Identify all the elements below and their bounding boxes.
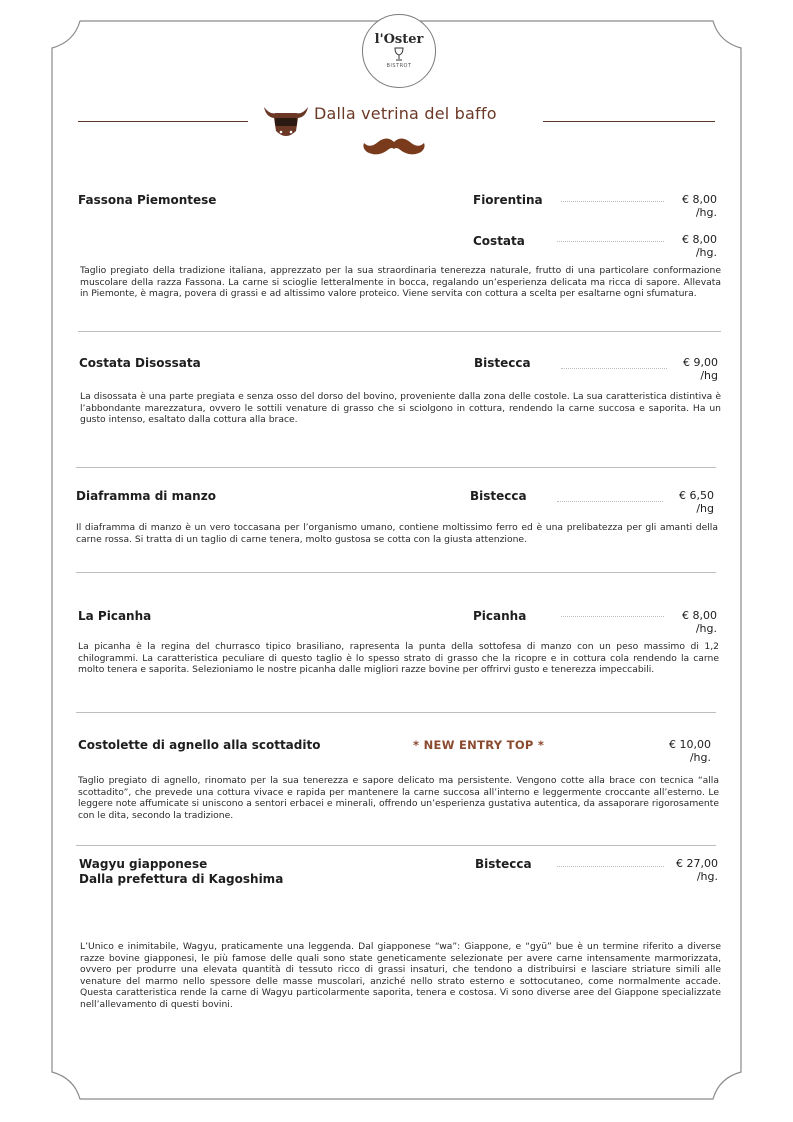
separator bbox=[76, 572, 716, 573]
price bbox=[636, 489, 714, 515]
price bbox=[640, 193, 717, 219]
cut-label: Fiorentina bbox=[473, 193, 543, 207]
price bbox=[640, 609, 717, 635]
cut-label: Bistecca bbox=[474, 356, 531, 370]
new-entry-badge: * NEW ENTRY TOP * bbox=[413, 738, 545, 752]
price-value: € 8,00 bbox=[682, 233, 717, 246]
logo-subtitle: BISTROT bbox=[386, 63, 412, 69]
item-description: Il diaframma di manzo è un vero toccasana per l’organismo umano, contiene moltissimo ferro ed è una prelibatezza per gli amanti della carne rossa. Si tratta di un taglio di carne tenera, molto gustosa se cotta con la giusta attenzione. bbox=[76, 522, 718, 545]
price-value: € 8,00 bbox=[682, 609, 717, 622]
price-unit: /hg bbox=[700, 369, 718, 382]
price-unit: /hg. bbox=[689, 751, 711, 764]
page-title: Dalla vetrina del baffo bbox=[314, 104, 497, 123]
price-unit: /hg. bbox=[695, 246, 717, 259]
cut-label: Costata bbox=[473, 234, 525, 248]
price-value: € 27,00 bbox=[676, 857, 718, 870]
price bbox=[630, 738, 711, 764]
price bbox=[638, 857, 718, 883]
separator bbox=[78, 331, 721, 332]
mustache-icon bbox=[361, 136, 427, 158]
separator bbox=[76, 467, 716, 468]
item-name: Costata Disossata bbox=[79, 356, 201, 370]
header-rule-right bbox=[543, 121, 715, 122]
item-name: Diaframma di manzo bbox=[76, 489, 216, 503]
price-value: € 10,00 bbox=[669, 738, 711, 751]
price-unit: /hg. bbox=[695, 622, 717, 635]
item-description: Taglio pregiato di agnello, rinomato per la sua tenerezza e sapore delicato ma persistente. Vengono cotte alla brace con tecnica “alla scottadito”, che prevede una cottura vivace e rapida per mantenere la carne succosa all’interno e leggermente croccante all’esterno. Le leggere note affumicate si uniscono a sentori erbacei e minerali, offrendo un’esperienza gustativa autentica, da assaporare rigorosamente con le dita, secondo la tradizione. bbox=[78, 775, 719, 821]
item-name: Costolette di agnello alla scottadito bbox=[78, 738, 321, 752]
price-unit: /hg. bbox=[695, 206, 717, 219]
bull-head-icon bbox=[262, 103, 310, 141]
wine-glass-icon bbox=[394, 47, 404, 61]
cut-label: Bistecca bbox=[475, 857, 532, 871]
item-name bbox=[79, 857, 283, 887]
logo-text: l'Oster bbox=[374, 32, 424, 47]
item-name: Fassona Piemontese bbox=[78, 193, 217, 207]
item-description: L’Unico e inimitabile, Wagyu, praticamente una leggenda. Dal giapponese “wa”: Giappone, e “gyū” bue è un termine riferito a diverse razze bovine giapponesi, le più famose delle quali sono state geneticamente selezionate per avere carne intensamente marmorizzata, ovvero per produrre una elevata quantità di tessuto ricco di grassi insaturi, che tendono a distribuirsi e lasciare striature simili alle venature del marmo nello spessore delle masse muscolari, anziché nello strato esterno e sottocutaneo, come normalmente accade. Questa caratteristica rende la carne di Wagyu particolarmente saporita, tenera e costosa. Vi sono diverse aree del Giappone specializzate nell’allevamento di questi bovini. bbox=[80, 941, 721, 1010]
price-unit: /hg bbox=[696, 502, 714, 515]
price bbox=[640, 356, 718, 382]
item-description: La disossata è una parte pregiata e senza osso del dorso del bovino, proveniente dalla zona delle costole. La sua caratteristica distintiva è l’abbondante marezzatura, ovvero le sottili venature di grasso che si sciolgono in cottura, rendendo la carne succosa e saporita. Ha un gusto intenso, esaltato dalla cottura alla brace. bbox=[80, 391, 721, 426]
restaurant-logo bbox=[362, 14, 436, 88]
item-name-line2: Dalla prefettura di Kagoshima bbox=[79, 872, 284, 886]
item-name: La Picanha bbox=[78, 609, 152, 623]
price-value: € 6,50 bbox=[679, 489, 714, 502]
price-value: € 8,00 bbox=[682, 193, 717, 206]
item-name-line1: Wagyu giapponese bbox=[79, 857, 208, 871]
separator bbox=[76, 712, 716, 713]
price bbox=[640, 233, 717, 259]
price-value: € 9,00 bbox=[683, 356, 718, 369]
separator bbox=[76, 845, 716, 846]
item-description: La picanha è la regina del churrasco tipico brasiliano, rapresenta la punta della sottofesa di manzo con un peso massimo di 1,2 chilogrammi. La caratteristica peculiare di questo taglio è lo spesso strato di grasso che la ricopre e in cottura cola rendendo la carne molto tenera e saporita. Selezioniamo le nostre picanha dalle migliori razze bovine per offrirvi gusto e tenerezza impeccabili. bbox=[78, 641, 719, 676]
cut-label: Bistecca bbox=[470, 489, 527, 503]
cut-label: Picanha bbox=[473, 609, 527, 623]
price-unit: /hg. bbox=[696, 870, 718, 883]
header-rule-left bbox=[78, 121, 248, 122]
item-description: Taglio pregiato della tradizione italiana, apprezzato per la sua straordinaria tenerezza naturale, frutto di una particolare conformazione muscolare della razza Fassona. La carne si scioglie letteralmente in bocca, regalando un’esperienza delicata ma ricca di sapore. Allevata in Piemonte, è magra, povera di grassi e ad altissimo valore proteico. Viene servita con cottura a scelta per esaltarne ogni sfumatura. bbox=[80, 265, 721, 300]
